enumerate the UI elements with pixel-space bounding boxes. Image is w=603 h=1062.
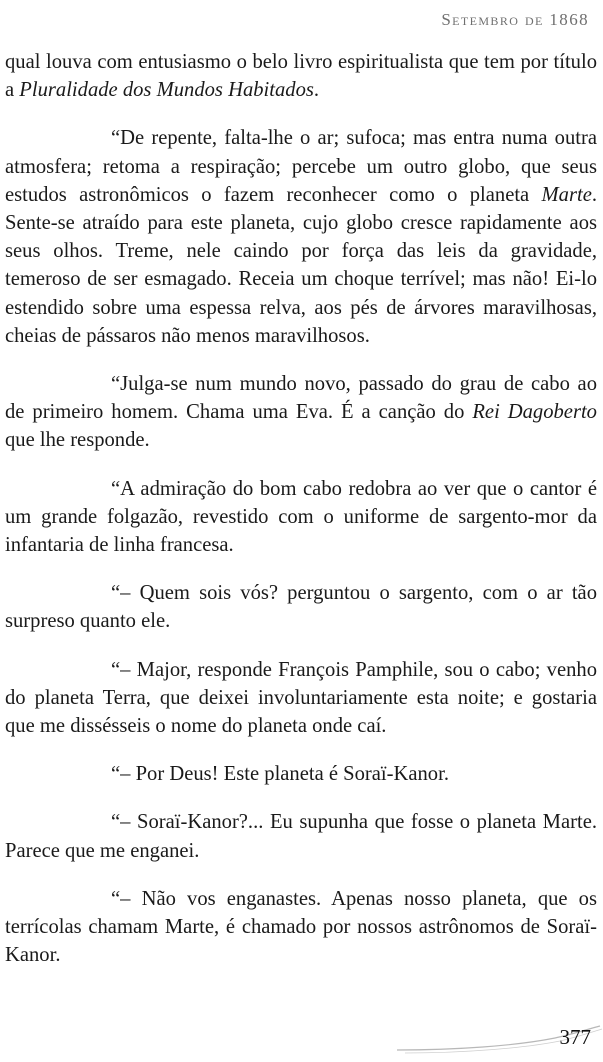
song-title: Rei Dagoberto bbox=[472, 401, 597, 424]
page-number: 377 bbox=[559, 1025, 591, 1049]
paragraph: “– Não vos enganastes. Apenas nosso planeta, que os terrícolas chamam Marte, é chamado por nossos astrônomos de Soraï-Kanor. bbox=[5, 887, 597, 967]
paragraph-text: “Julga-se num mundo novo, passado do grau de cabo ao de primeiro homem. Chama uma Eva. É a canção do bbox=[5, 373, 597, 424]
paragraph: “A admiração do bom cabo redobra ao ver que o cantor é um grande folgazão, revestido com o uniforme de sargento-mor da infantaria de linha francesa. bbox=[5, 477, 597, 557]
paragraph: “– Por Deus! Este planeta é Soraï-Kanor. bbox=[111, 763, 449, 786]
paragraph: “– Quem sois vós? perguntou o sargento, com o ar tão surpreso quanto ele. bbox=[5, 582, 597, 633]
paragraph-text: . Sente-se atraído para este planeta, cujo globo cresce rapidamente aos seus olhos. Treme, nele caindo por força das leis da gravidade, temeroso de ser esmagado. Receia um choque terrível; mas não! Ei-lo estendido sobre uma espessa relva, aos pés de árvores maravilhosas, cheias de pássaros não menos maravilhosos. bbox=[5, 183, 597, 347]
paragraph bbox=[5, 370, 597, 455]
paragraph-text: . bbox=[313, 79, 320, 102]
paragraph-text: “De repente, falta-lhe o ar; sufoca; mas entra numa outra atmosfera; retoma a respiração; percebe um outro globo, que seus estudos astronômicos o fazem reconhecer como o planeta bbox=[5, 127, 597, 206]
book-title: Pluralidade dos Mundos Habitados bbox=[19, 79, 314, 102]
planet-name: Marte bbox=[541, 183, 592, 206]
paragraph bbox=[5, 124, 597, 350]
paragraph-text: qual louva com entusiasmo o belo livro espiritualista que tem por título a bbox=[5, 51, 597, 102]
text-body bbox=[5, 48, 597, 989]
paragraph: “– Soraï-Kanor?... Eu supunha que fosse o planeta Marte. Parece que me enganei. bbox=[5, 811, 597, 862]
paragraph-text: que lhe responde. bbox=[5, 429, 150, 452]
paragraph bbox=[5, 48, 597, 104]
paragraph: “– Major, responde François Pamphile, sou o cabo; venho do planeta Terra, que deixei involuntariamente esta noite; e gostaria que me dissésseis o nome do planeta onde caí. bbox=[5, 658, 597, 738]
running-head: Setembro de 1868 bbox=[441, 10, 589, 29]
